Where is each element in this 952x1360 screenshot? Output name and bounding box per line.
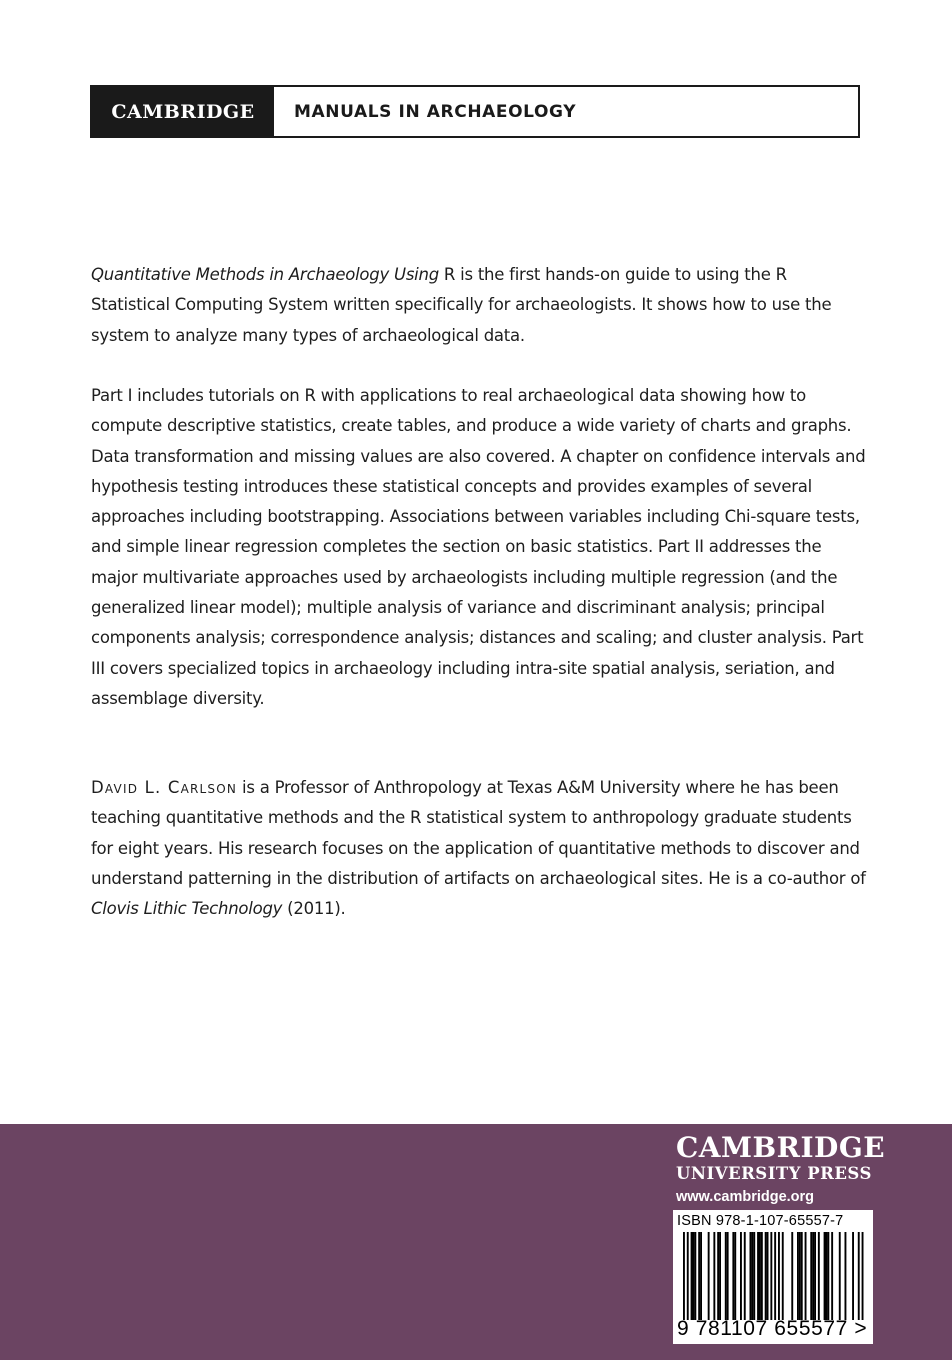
barcode-bar: [770, 1232, 772, 1320]
series-title: MANUALS IN ARCHAEOLOGY: [294, 101, 577, 122]
barcode-bar: [691, 1232, 693, 1320]
barcode-bar: [713, 1232, 715, 1320]
barcode-bars: [677, 1232, 869, 1320]
barcode-bar: [778, 1232, 780, 1320]
barcode-bar: [765, 1232, 767, 1320]
author-bio-text: is a Professor of Anthropology at Texas A&M University where he has been teaching quantitative methods and the R statistical system to anthropology graduate students for eight years. His research focuses on the application of quantitative methods to discover and understand patterning in the distribution of artifacts on archaeological sites. He is a co-author of: [91, 778, 866, 888]
barcode-bar: [687, 1232, 689, 1320]
barcode-bar: [818, 1232, 820, 1320]
publisher-footer: [0, 1124, 952, 1360]
barcode-bar: [767, 1232, 769, 1320]
publisher-logo: [676, 1131, 886, 1208]
barcode-bar: [725, 1232, 727, 1320]
barcode-bar: [740, 1232, 742, 1320]
book-title: Quantitative Methods in Archaeology Using: [91, 265, 439, 284]
barcode-bar: [694, 1232, 696, 1320]
publisher-name: CAMBRIDGE: [676, 1131, 886, 1164]
barcode-bar: [862, 1232, 864, 1320]
barcode-bar: [831, 1232, 833, 1320]
barcode-bar: [683, 1232, 685, 1320]
barcode-bar: [839, 1232, 841, 1320]
barcode-bar: [805, 1232, 807, 1320]
barcode-bar: [826, 1232, 828, 1320]
isbn-barcode: [673, 1210, 873, 1344]
barcode-bar: [719, 1232, 721, 1320]
blurb-paragraph-intro: [91, 260, 866, 351]
barcode-bar: [797, 1232, 799, 1320]
barcode-bar: [782, 1232, 784, 1320]
blurb-paragraph-contents: Part I includes tutorials on R with applications to real archaeological data showing how to compute descriptive statistics, create tables, and produce a wide variety of charts and graphs. Data transformation and missing values are also covered. A chapter on confidence intervals and hypothesis testing introduces these statistical concepts and provides examples of several approaches including bootstrapping. Associations between variables including Chi-square tests, and simple linear regression completes the section on basic statistics. Part II addresses the major multivariate approaches used by archaeologists including multiple regression (and the generalized linear model); multiple analysis of variance and discriminant analysis; principal components analysis; correspondence analysis; distances and scaling; and cluster analysis. Part III covers specialized topics in archaeology including intra-site spatial analysis, seriation, and assemblage diversity.: [91, 386, 866, 708]
isbn-label: ISBN 978-1-107-65557-7: [677, 1213, 844, 1229]
barcode-bar: [814, 1232, 816, 1320]
barcode-bar: [700, 1232, 702, 1320]
barcode-bar: [810, 1232, 812, 1320]
author-name: David L. Carlson: [91, 778, 238, 797]
barcode-bar: [708, 1232, 710, 1320]
barcode-bar: [824, 1232, 826, 1320]
series-brand-logo: CAMBRIDGE: [92, 87, 274, 136]
barcode-bar: [791, 1232, 793, 1320]
barcode-bar: [753, 1232, 755, 1320]
author-bio: [91, 773, 866, 924]
barcode-bar: [799, 1232, 801, 1320]
barcode-bar: [734, 1232, 736, 1320]
publisher-subtitle: UNIVERSITY PRESS: [676, 1164, 872, 1183]
barcode-bar: [727, 1232, 729, 1320]
barcode-bar: [751, 1232, 753, 1320]
barcode-bar: [801, 1232, 803, 1320]
barcode-bar: [750, 1232, 752, 1320]
barcode-bar: [812, 1232, 814, 1320]
coauthored-book-year: (2011).: [282, 899, 346, 919]
barcode-bar: [759, 1232, 761, 1320]
barcode-bar: [845, 1232, 847, 1320]
barcode-bar: [744, 1232, 746, 1320]
barcode-bar: [698, 1232, 700, 1320]
series-banner: [90, 85, 860, 138]
barcode-bar: [827, 1232, 829, 1320]
barcode-bar: [858, 1232, 860, 1320]
intro-text: R is the first hands-on guide to using the R Statistical Computing System written specifically for archaeologists. It shows how to use the system to analyze many types of archaeological data.: [91, 265, 832, 345]
barcode-bar: [717, 1232, 719, 1320]
barcode-bar: [774, 1232, 776, 1320]
coauthored-book-title: Clovis Lithic Technology: [91, 899, 283, 919]
barcode-bar: [693, 1232, 695, 1320]
publisher-url: www.cambridge.org: [676, 1189, 815, 1205]
isbn-digits: 9 781107 655577 >: [677, 1317, 868, 1340]
barcode-bar: [757, 1232, 759, 1320]
barcode-bar: [761, 1232, 763, 1320]
barcode-bar: [732, 1232, 734, 1320]
barcode-bar: [852, 1232, 854, 1320]
